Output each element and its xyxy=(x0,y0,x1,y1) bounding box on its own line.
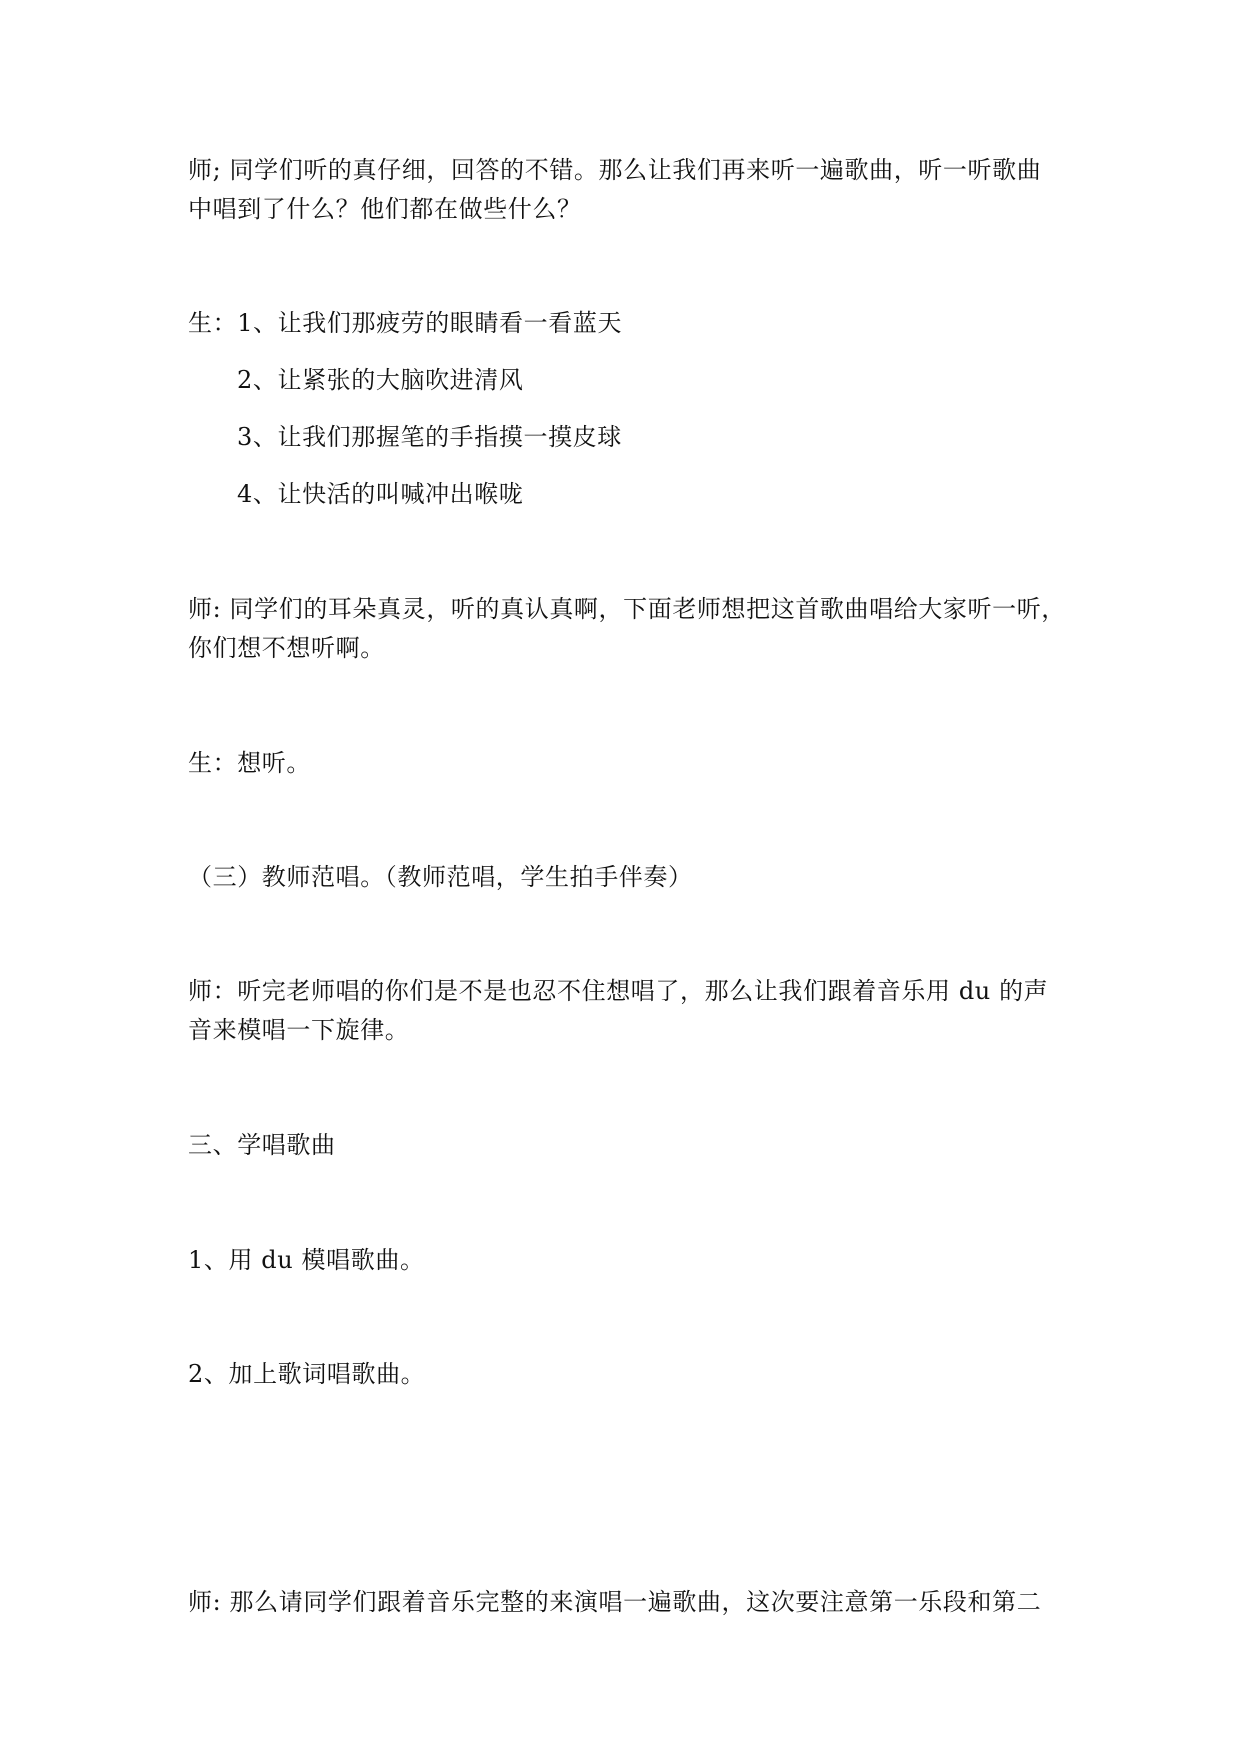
paragraph-line: 中唱到了什么？他们都在做些什么？ xyxy=(188,195,582,223)
paragraph-line: 师; 同学们听的真仔细，回答的不错。那么让我们再来听一遍歌曲，听一听歌曲 xyxy=(188,156,1042,184)
list-item: 2、加上歌词唱歌曲。 xyxy=(188,1360,426,1388)
paragraph-line: 生：1、让我们那疲劳的眼睛看一看蓝天 xyxy=(188,309,623,337)
paragraph-line: 生：想听。 xyxy=(188,749,311,777)
paragraph-line: 音来模唱一下旋律。 xyxy=(188,1016,410,1044)
paragraph-line: 师：听完老师唱的你们是不是也忍不住想唱了，那么让我们跟着音乐用 du 的声 xyxy=(188,977,1049,1005)
list-item: 2、让紧张的大脑吹进清风 xyxy=(237,366,524,394)
list-item: 1、用 du 模唱歌曲。 xyxy=(188,1246,425,1274)
paragraph-line: 师: 那么请同学们跟着音乐完整的来演唱一遍歌曲，这次要注意第一乐段和第二 xyxy=(188,1588,1042,1616)
paragraph-line: 你们想不想听啊。 xyxy=(188,634,385,662)
section-heading: 三、学唱歌曲 xyxy=(188,1131,336,1159)
list-item: 4、让快活的叫喊冲出喉咙 xyxy=(237,480,524,508)
section-heading: （三）教师范唱。（教师范唱，学生拍手伴奏） xyxy=(188,863,693,891)
paragraph-line: 师: 同学们的耳朵真灵，听的真认真啊，下面老师想把这首歌曲唱给大家听一听， xyxy=(188,595,1066,623)
list-item: 3、让我们那握笔的手指摸一摸皮球 xyxy=(237,423,622,451)
